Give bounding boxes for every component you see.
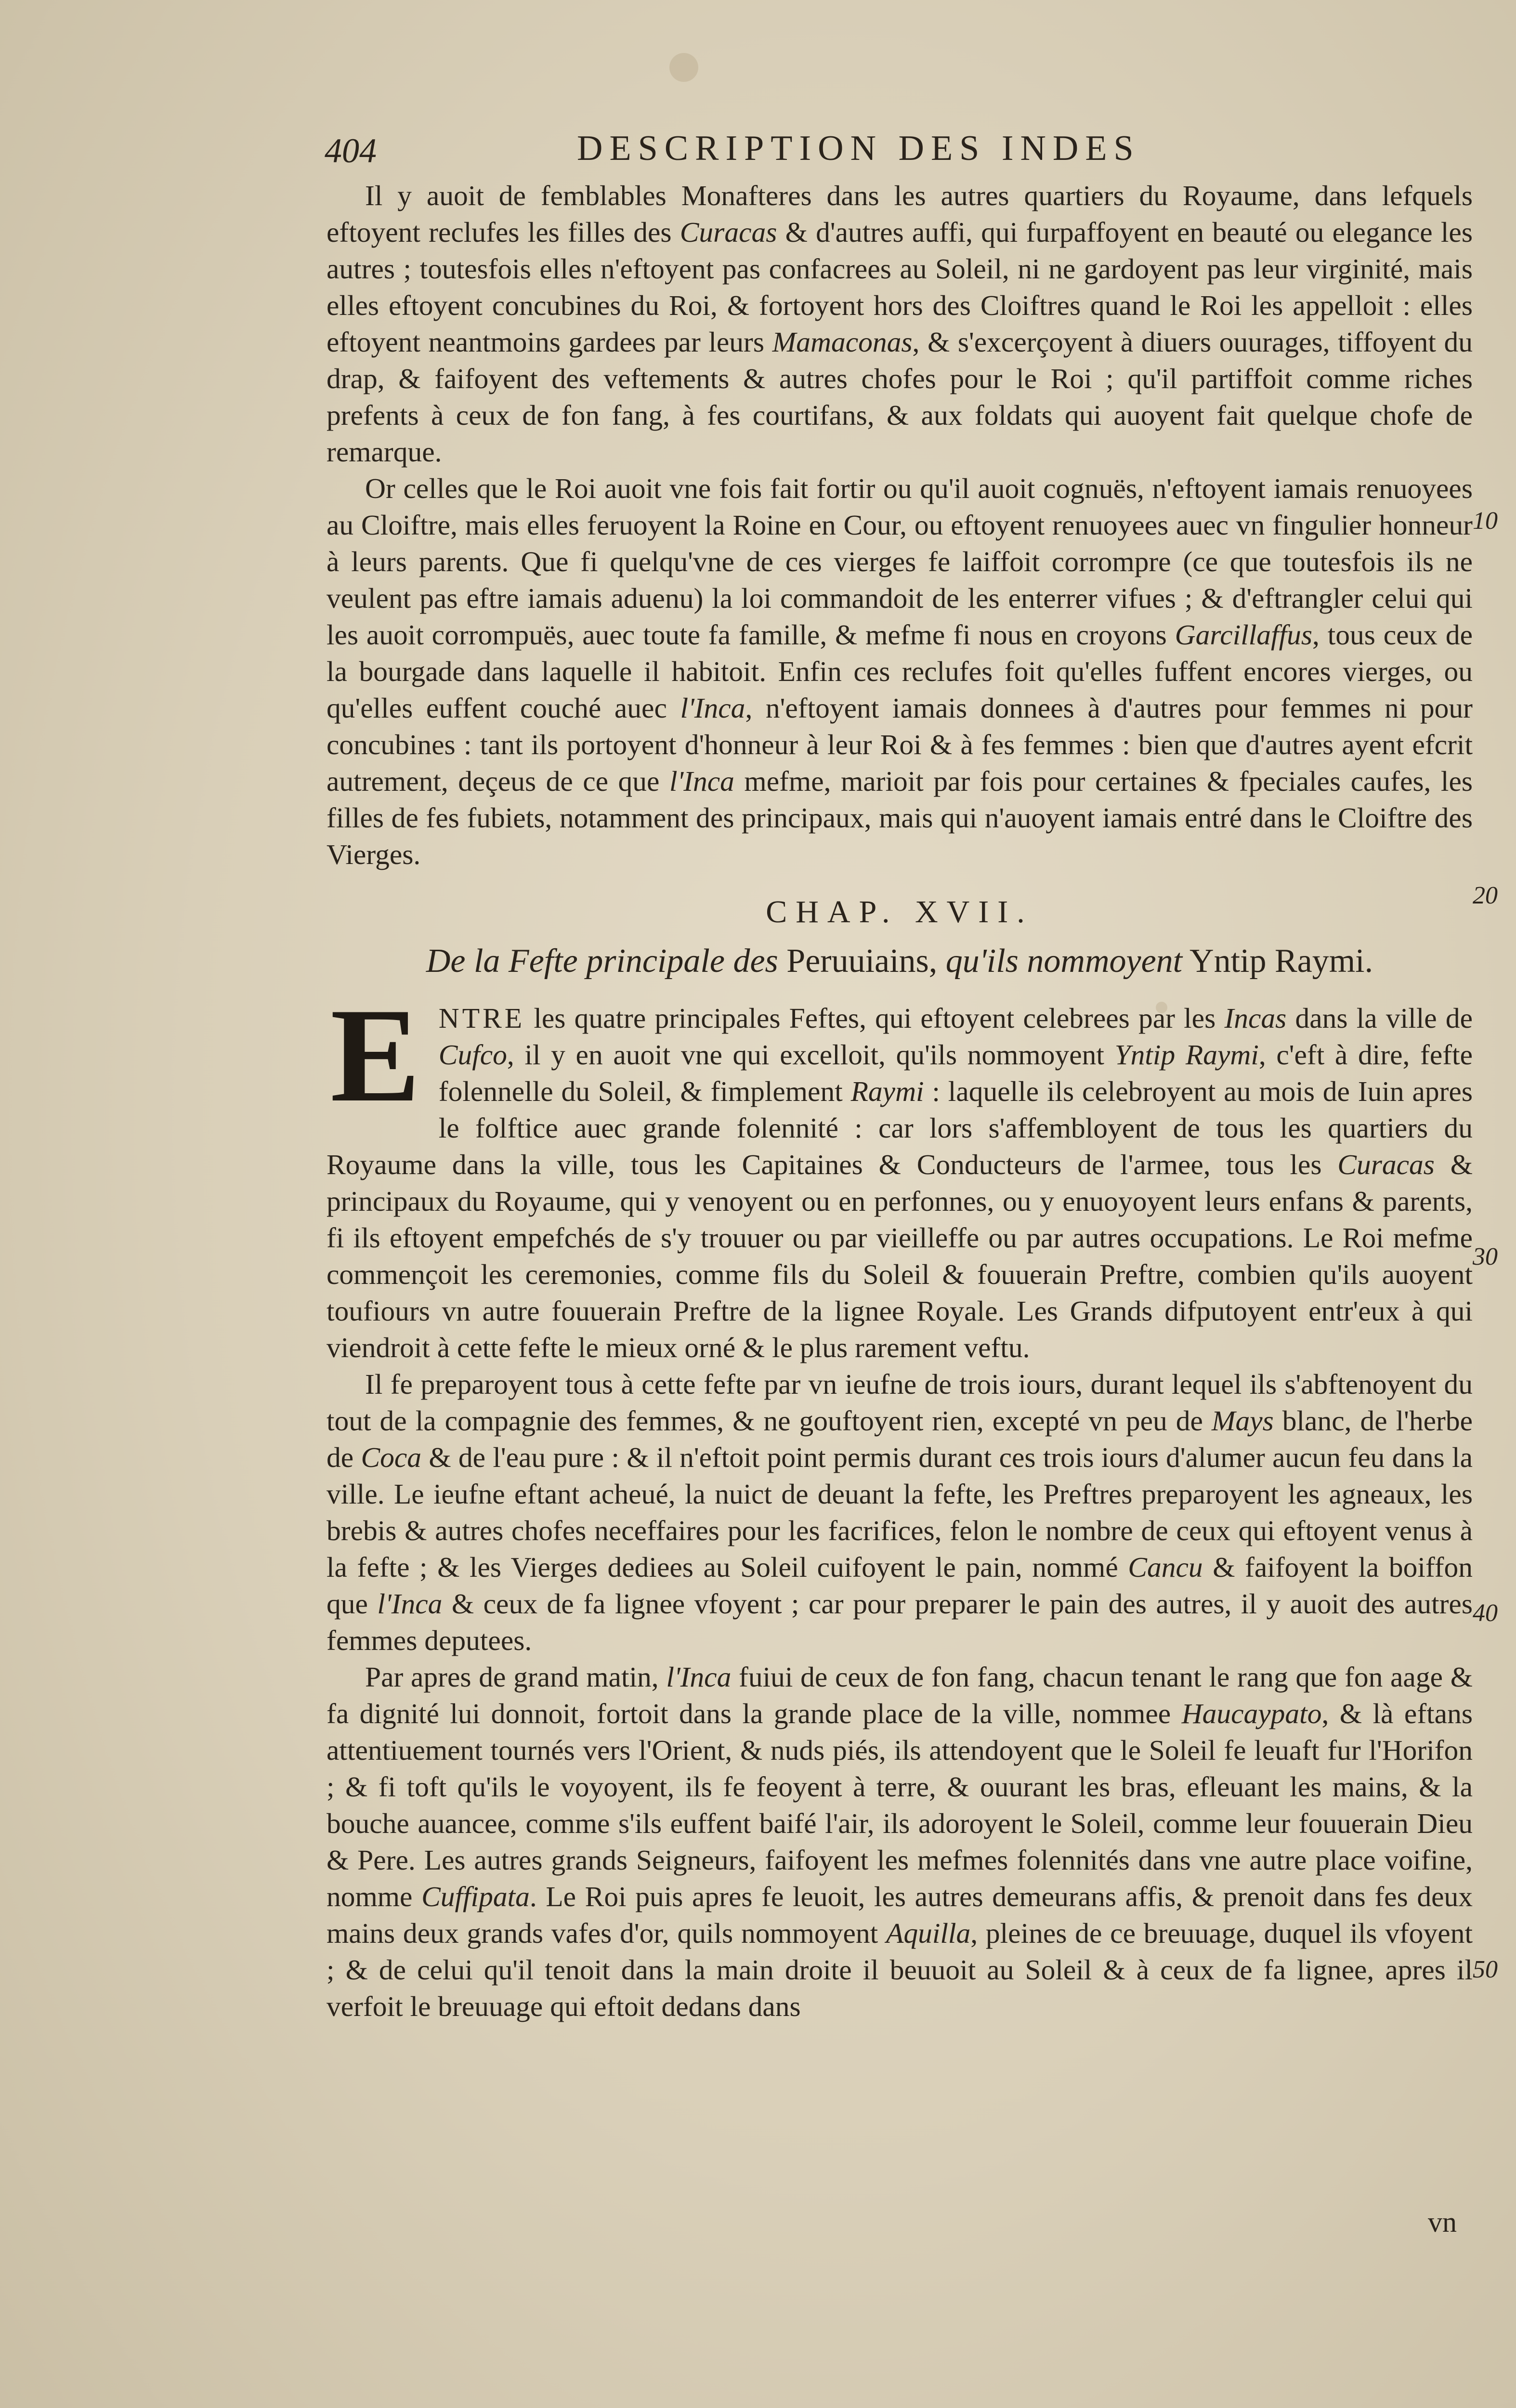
text-run: mefme, marioit par fois pour certaines & fpeciales caufes, les filles de fes fubiets, notamment des principaux, mais qui n'auoyent iamais entré dans le Cloiftre des Vierges. xyxy=(327,765,1473,870)
paragraph xyxy=(327,177,1473,470)
chapter-title-part: De la Fefte principale des xyxy=(426,942,778,980)
paragraph xyxy=(327,1366,1473,1659)
italic-term: l'Inca xyxy=(680,692,745,724)
italic-term: Coca xyxy=(361,1441,422,1473)
text-run: , n'eftoyent iamais donnees à d'autres pour femmes ni pour concubines : tant ils portoyent d'honneur à leur Roi & à fes femmes : bien que d'autres ayent efcrit autrement, deçeus de ce que xyxy=(327,692,1473,797)
italic-term: Cancu xyxy=(1128,1551,1203,1583)
text-run: . Le Roi puis apres fe leuoit, les autres demeurans affis, & prenoit dans fes deux mains deux grands vafes d'or, quils nommoyent xyxy=(327,1881,1473,1949)
italic-term: Cufco xyxy=(438,1039,507,1071)
italic-term: Curacas xyxy=(1337,1149,1435,1180)
paper-stain xyxy=(669,53,698,82)
text-run: les quatre principales Feftes, qui eftoyent celebrees par les xyxy=(525,1002,1225,1034)
italic-term: Raymi xyxy=(850,1075,924,1107)
line-number: 20 xyxy=(1473,882,1498,909)
paragraph xyxy=(327,470,1473,873)
page-number: 404 xyxy=(325,131,377,170)
text-run: & ceux de fa lignee vfoyent ; car pour preparer le pain des autres, il y auoit des autres femmes deputees. xyxy=(327,1588,1473,1656)
italic-term: Aquilla xyxy=(886,1917,971,1949)
drop-cap: E xyxy=(330,980,420,1130)
chapter-body xyxy=(327,980,1473,2025)
text-block xyxy=(327,131,1473,2025)
running-title: DESCRIPTION DES INDES xyxy=(577,129,1140,168)
text-run: , & là eftans attentiuement tournés vers l'Orient, & nuds piés, ils attendoyent que le Soleil fe leuaft fur l'Horifon ; & fi toft qu'ils le voyoyent, ils fe feoyent à terre, & ouurant les bras, efleuant les mains, & la bouche auancee, comme s'ils euffent baifé l'air, ils adoroyent le Soleil, comme leur fouuerain Dieu & Pere. Les autres grands Seigneurs, faifoyent les mefmes folennités dans vne autre place voifine, nomme xyxy=(327,1698,1473,1912)
line-number: 30 xyxy=(1473,1243,1498,1270)
chapter-heading: CHAP. XVII. xyxy=(766,894,1033,929)
text-run: Or celles que le Roi auoit vne fois fait fortir ou qu'il auoit cognuës, n'eftoyent iamais renuoyees au Cloiftre, mais elles feruoyent la Roine en Cour, ou eftoyent renuoyees auec vn fingulier honneur à leurs parents. Que fi quelqu'vne de ces vierges fe laiffoit corrompre (ce que toutesfois ils ne veulent pas eftre iamais aduenu) la loi commandoit de les enterrer vifues ; & d'eftrangler celui qui les auoit corrompuës, auec toute fa famille, & mefme fi nous en croyons xyxy=(327,472,1473,651)
chapter-title xyxy=(327,942,1473,981)
text-run: & faifoyent la boiffon que xyxy=(327,1551,1473,1620)
text-run: blanc, de l'herbe de xyxy=(327,1405,1473,1473)
paragraph xyxy=(327,1659,1473,2025)
chapter-title-part: Peruuiains, xyxy=(778,942,938,980)
italic-term: Yntip Raymi xyxy=(1114,1039,1259,1071)
italic-term: Cuffipata xyxy=(421,1881,530,1912)
text-run: , c'eft à dire, fefte folennelle du Soleil, & fimplement xyxy=(438,1039,1473,1107)
line-number: 50 xyxy=(1473,1956,1498,1983)
text-run: dans la ville de xyxy=(1286,1002,1473,1034)
italic-term: l'Inca xyxy=(377,1588,443,1620)
italic-term: Mamaconas xyxy=(772,326,913,358)
italic-term: Incas xyxy=(1224,1002,1287,1034)
small-caps-opening: NTRE xyxy=(438,1002,525,1034)
italic-term: Curacas xyxy=(680,216,777,248)
chapter-title-part: Yntip Raymi. xyxy=(1182,942,1373,980)
text-run: Par apres de grand matin, xyxy=(365,1661,667,1693)
text-run: & principaux du Royaume, qui y venoyent ou en perfonnes, ou y enuoyoyent leurs enfans & parents, fi ils eftoyent empefchés de s'y trouuer ou par vieilleffe ou par autres occupations. Le Roi mefme commençoit les ceremonies, comme fils du Soleil & fouuerain Preftre, combien qu'ils auoyent toufiours vn autre fouuerain Preftre de la lignee Royale. Les Grands difputoyent entr'eux à qui viendroit à cette fefte le mieux orné & le plus rarement veftu. xyxy=(327,1149,1473,1363)
text-run: : laquelle ils celebroyent au mois de Iuin apres le folftice auec grande folennité : car lors s'affembloyent de tous les quartiers du Royaume dans la ville, tous les Capitaines & Conducteurs de l'armee, tous les xyxy=(327,1075,1473,1180)
text-run: & d'autres auffi, qui furpaffoyent en beauté ou elegance les autres ; toutesfois elles n'eftoyent pas confacrees au Soleil, ni ne gardoyent pas leur virginité, mais elles eftoyent concubines du Roi, & fortoyent hors des Cloiftres quand le Roi les appelloit : elles eftoyent neantmoins gardees par leurs xyxy=(327,216,1473,358)
line-number: 10 xyxy=(1473,507,1498,535)
italic-term: l'Inca xyxy=(666,1661,732,1693)
text-run: , tous ceux de la bourgade dans laquelle il habitoit. Enfin ces reclufes foit qu'elles fuffent encores vierges, ou qu'elles euffent couché auec xyxy=(327,619,1473,724)
text-run: , pleines de ce breuuage, duquel ils vfoyent ; & de celui qu'il tenoit dans la main droite il beuuoit au Soleil & à ceux de fa lignee, apres il verfoit le breuuage qui eftoit dedans dans xyxy=(327,1917,1473,2022)
italic-term: l'Inca xyxy=(669,765,734,797)
text-run: fuiui de ceux de fon fang, chacun tenant le rang que fon aage & fa dignité lui donnoit, fortoit dans la grande place de la ville, nommee xyxy=(327,1661,1473,1729)
text-run: , il y en auoit vne qui excelloit, qu'ils nommoyent xyxy=(507,1039,1115,1071)
italic-term: Mays xyxy=(1211,1405,1274,1437)
line-number: 40 xyxy=(1473,1599,1498,1627)
text-run: & de l'eau pure : & il n'eftoit point permis durant ces trois iours d'alumer aucun feu dans la ville. Le ieufne eftant acheué, la nuict de deuant la fefte, les Preftres preparoyent les agneaux, les brebis & autres chofes neceffaires pour les facrifices, felon le nombre de ceux qui eftoyent venus à la fefte ; & les Vierges dediees au Soleil cuifoyent le pain, nommé xyxy=(327,1441,1473,1583)
italic-term: Haucaypato xyxy=(1181,1698,1322,1729)
italic-term: Garcillaffus xyxy=(1175,619,1313,651)
paragraph xyxy=(327,980,1473,1366)
text-run: , & s'excerçoyent à diuers ouurages, tiffoyent du drap, & faifoyent des veftements & autres chofes pour le Roi ; qu'il partiffoit comme riches prefents à ceux de fon fang, à fes courtifans, & aux foldats qui auoyent fait quelque chofe de remarque. xyxy=(327,326,1473,468)
catchword: vn xyxy=(1428,2206,1457,2238)
text-run: Il y auoit de femblables Monafteres dans les autres quartiers du Royaume, dans lefquels eftoyent reclufes les filles des xyxy=(327,180,1473,248)
chapter-title-part: qu'ils nommoyent xyxy=(937,942,1183,980)
text-run: Il fe preparoyent tous à cette fefte par vn ieufne de trois iours, durant lequel ils s'abftenoyent du tout de la compagnie des femmes, & ne gouftoyent rien, excepté vn peu de xyxy=(327,1368,1473,1437)
running-head xyxy=(327,131,1473,177)
pre-chapter-text xyxy=(327,177,1473,873)
